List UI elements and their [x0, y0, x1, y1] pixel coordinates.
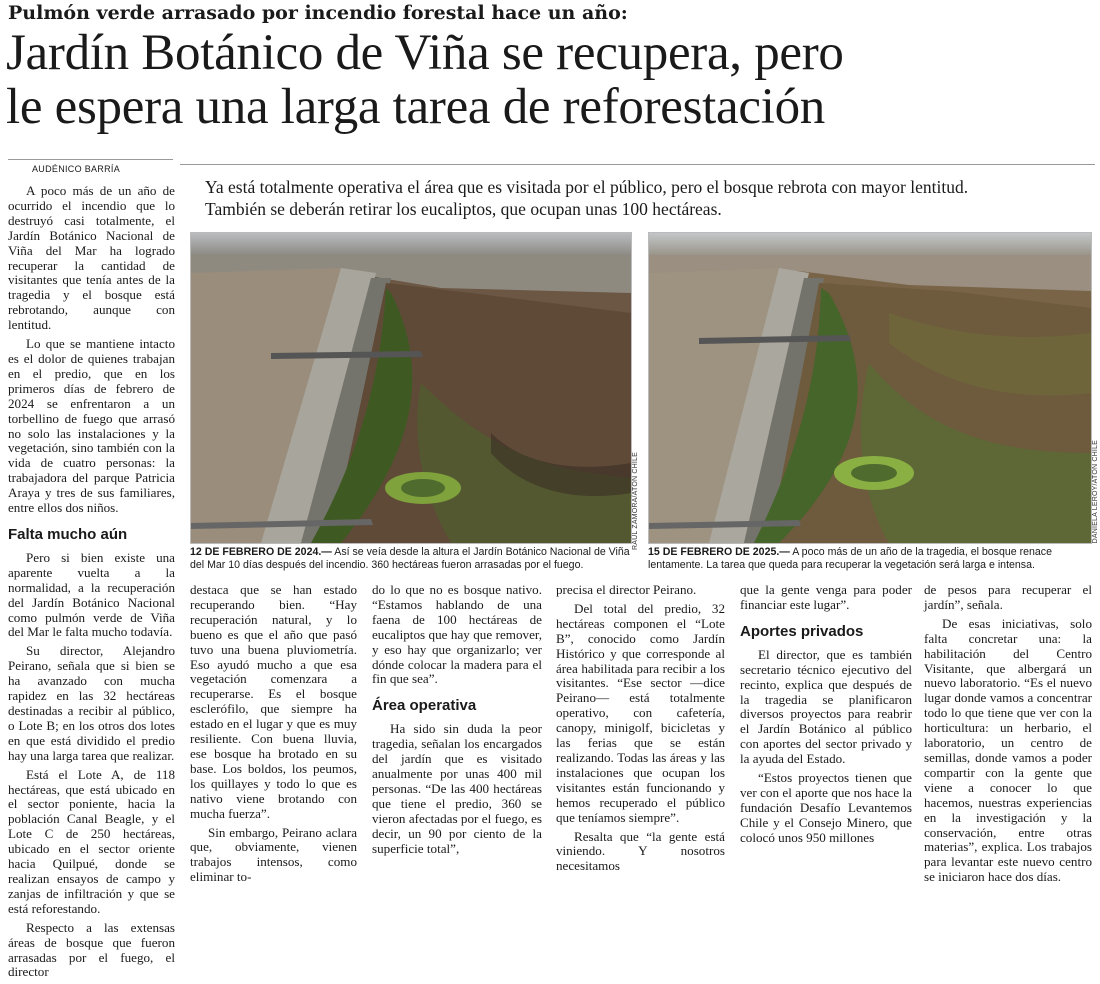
paragraph: de pesos para recuperar el jardín”, señala.	[924, 582, 1092, 612]
col5-bottom	[740, 648, 912, 846]
caption-2025-text: A poco más de un año de la tragedia, el bosque renace lentamente. La tarea que queda para recuperar la vegetación será larga e intensa.	[648, 546, 1052, 571]
deck-rule	[180, 164, 1095, 165]
col6-body	[924, 583, 1092, 885]
paragraph: El director, que es también secretario técnico ejecutivo del recinto, explica que después de la tragedia se planificaron diversos proyectos para reabrir el Jardín Botánico al público con aportes del sector privado y la ayuda del Estado.	[740, 646, 912, 767]
col3-top	[372, 583, 542, 687]
caption-2024-date: 12 DE FEBRERO DE 2024.—	[190, 546, 332, 558]
byline-rule	[8, 159, 173, 160]
headline-line-1: Jardín Botánico de Viña se recupera, pero	[6, 25, 844, 81]
body-column-4	[556, 583, 725, 878]
paragraph: Respecto a las extensas áreas de bosque que fueron arrasadas por el fuego, el director	[8, 919, 175, 980]
paragraph: Del total del predio, 32 hectáreas componen el “Lote B”, conocido como Jardín Histórico y que corresponde al área habilitada para recibir a los visitantes. “Ese sector —dice Peirano— está totalmente operativo, con cafetería, canopy, minigolf, bicicletas y las ferias que se están realizando. Todas las áreas y las instalaciones que ocupan los visitantes están funcionando y hemos recuperado el público que teníamos siempre”.	[556, 600, 725, 825]
deck: Ya está totalmente operativa el área que es visitada por el público, pero el bosque rebrota con mayor lentitud. También se deberán retirar los eucaliptos, que ocupan unas 100 hectáreas.	[205, 177, 969, 219]
photo-2024-caption	[190, 546, 635, 572]
body-column-5	[740, 583, 912, 850]
subhead-area-operativa: Área operativa	[372, 697, 477, 715]
photo-2025-credit: DANIELA LEROY/ATON CHILE	[1092, 440, 1099, 544]
col3-bottom	[372, 722, 542, 856]
subhead-aportes-privados: Aportes privados	[740, 622, 864, 640]
photo-2025-caption	[648, 546, 1095, 572]
paragraph: Lo que se mantiene intacto es el dolor de quienes trabajan en el predio, que en los primeros días de febrero de 2024 se enfrentaron a un torbellino de fuego que arrasó no solo las instalaciones y la vegetación, sino también con la vida de cuatro personas: la trabajadora del parque Patricia Araya y tres de sus familiares, entre ellos dos niños.	[8, 336, 175, 516]
photo-2024-credit: RAÚL ZAMORA/ATON CHILE	[632, 452, 639, 551]
headline	[6, 26, 1096, 134]
byline: AUDÉNICO BARRÍA	[32, 164, 121, 174]
paragraph: destaca que se han estado recuperando bien. “Hay recuperación natural, y lo bueno es que el año que pasó tuvo una buena pluviometría. Eso ayudó mucho a que esa vegetación comenzara a recuperarse. Es el bosque esclerófilo, que siempre ha estado en el lugar y que es muy resiliente. Con buena lluvia, ese bosque ha brotado en su base. Los boldos, los peumos, los quillayes y todo lo que es nativo viene brotando con mucha fuerza”.	[190, 582, 357, 821]
body-column-3	[372, 583, 542, 861]
paragraph: Resalta que “la gente está viniendo. Y nosotros necesitamos	[556, 828, 725, 874]
paragraph: “Estos proyectos tienen que ver con el aporte que nos hace la fundación Desafío Levantemos Chile y el Consejo Minero, que colocó unos 950 millones	[740, 770, 912, 845]
paragraph: A poco más de un año de ocurrido el incendio que lo destruyó casi totalmente, el Jardín Botánico Nacional de Viña del Mar ha logrado recuperar la cantidad de visitantes que tenía antes de la tragedia y el bosque está rebrotando, aunque con lentitud.	[8, 183, 175, 333]
paragraph: Ha sido sin duda la peor tragedia, señalan los encargados del jardín que es visitado anualmente por unas 400 mil personas. “De las 400 hectáreas que tiene el predio, 360 se vieron afectadas por el fuego, es decir, un 90 por ciento de la superficie total”,	[372, 721, 542, 856]
kicker: Pulmón verde arrasado por incendio forestal hace un año:	[8, 2, 628, 24]
photo-2024	[190, 232, 632, 544]
paragraph: De esas iniciativas, solo falta concretar una: la habilitación del Centro Visitante, que albergará un nuevo laboratorio. “Es el nuevo lugar donde vamos a concentrar todo lo que tiene que ver con la horticultura: un herbario, el laboratorio, un centro de semillas, donde vamos a poder compartir con la gente que viene a conocer lo que hacemos, nuestras experiencias en la investigación y la conservación, entre otras materias”, explica. Los trabajos para levantar este nuevo centro se iniciaron hace dos días.	[924, 615, 1092, 885]
col2-body	[190, 583, 357, 885]
paragraph: Pero si bien existe una aparente vuelta a la normalidad, a la recuperación del Jardín Botánico Nacional como pulmón verde de Viña del Mar le falta mucho todavía.	[8, 549, 175, 640]
paragraph: Está el Lote A, de 118 hectáreas, que está ubicado en el sector poniente, hacia la población Canal Beagle, y el Lote C de 250 hectáreas, ubicado en el sector oriente hacia Quilpué, donde se realizan ensayos de campo y zanjas de infiltración y que se está reforestando.	[8, 766, 175, 916]
caption-2024-text: Así se veía desde la altura el Jardín Botánico Nacional de Viña del Mar 10 días después del incendio. 360 hectáreas fueron arrasadas por el fuego.	[190, 546, 630, 571]
paragraph: do lo que no es bosque nativo. “Estamos hablando de una faena de 100 hectáreas de eucaliptos que hay que remover, y eso hay que organizarlo; ver dónde colocar la madera para el fin que sea”.	[372, 582, 542, 687]
col4-body	[556, 583, 725, 874]
paragraph: precisa el director Peirano.	[556, 582, 697, 597]
paragraph: Su director, Alejandro Peirano, señala que si bien se ha avanzado con mucha rapidez en las 32 hectáreas destinadas a recibir al público, o Lote B; en los otros dos lotes en que está dividido el predio hay una larga tarea que realizar.	[8, 643, 175, 763]
col1-top	[8, 184, 175, 516]
body-column-1	[8, 184, 175, 984]
paragraph: Sin embargo, Peirano aclara que, obviamente, vienen trabajos intensos, como eliminar to-	[190, 824, 357, 885]
paragraph: que la gente venga para poder financiar este lugar”.	[740, 582, 912, 612]
col5-top	[740, 583, 912, 613]
subhead-falta-mucho: Falta mucho aún	[8, 525, 128, 543]
body-column-2	[190, 583, 357, 889]
col1-bottom	[8, 551, 175, 980]
caption-2025-date: 15 DE FEBRERO DE 2025.—	[648, 546, 790, 558]
photo-2025	[648, 232, 1092, 544]
body-column-6	[924, 583, 1092, 889]
headline-line-2: le espera una larga tarea de reforestación	[6, 79, 825, 135]
